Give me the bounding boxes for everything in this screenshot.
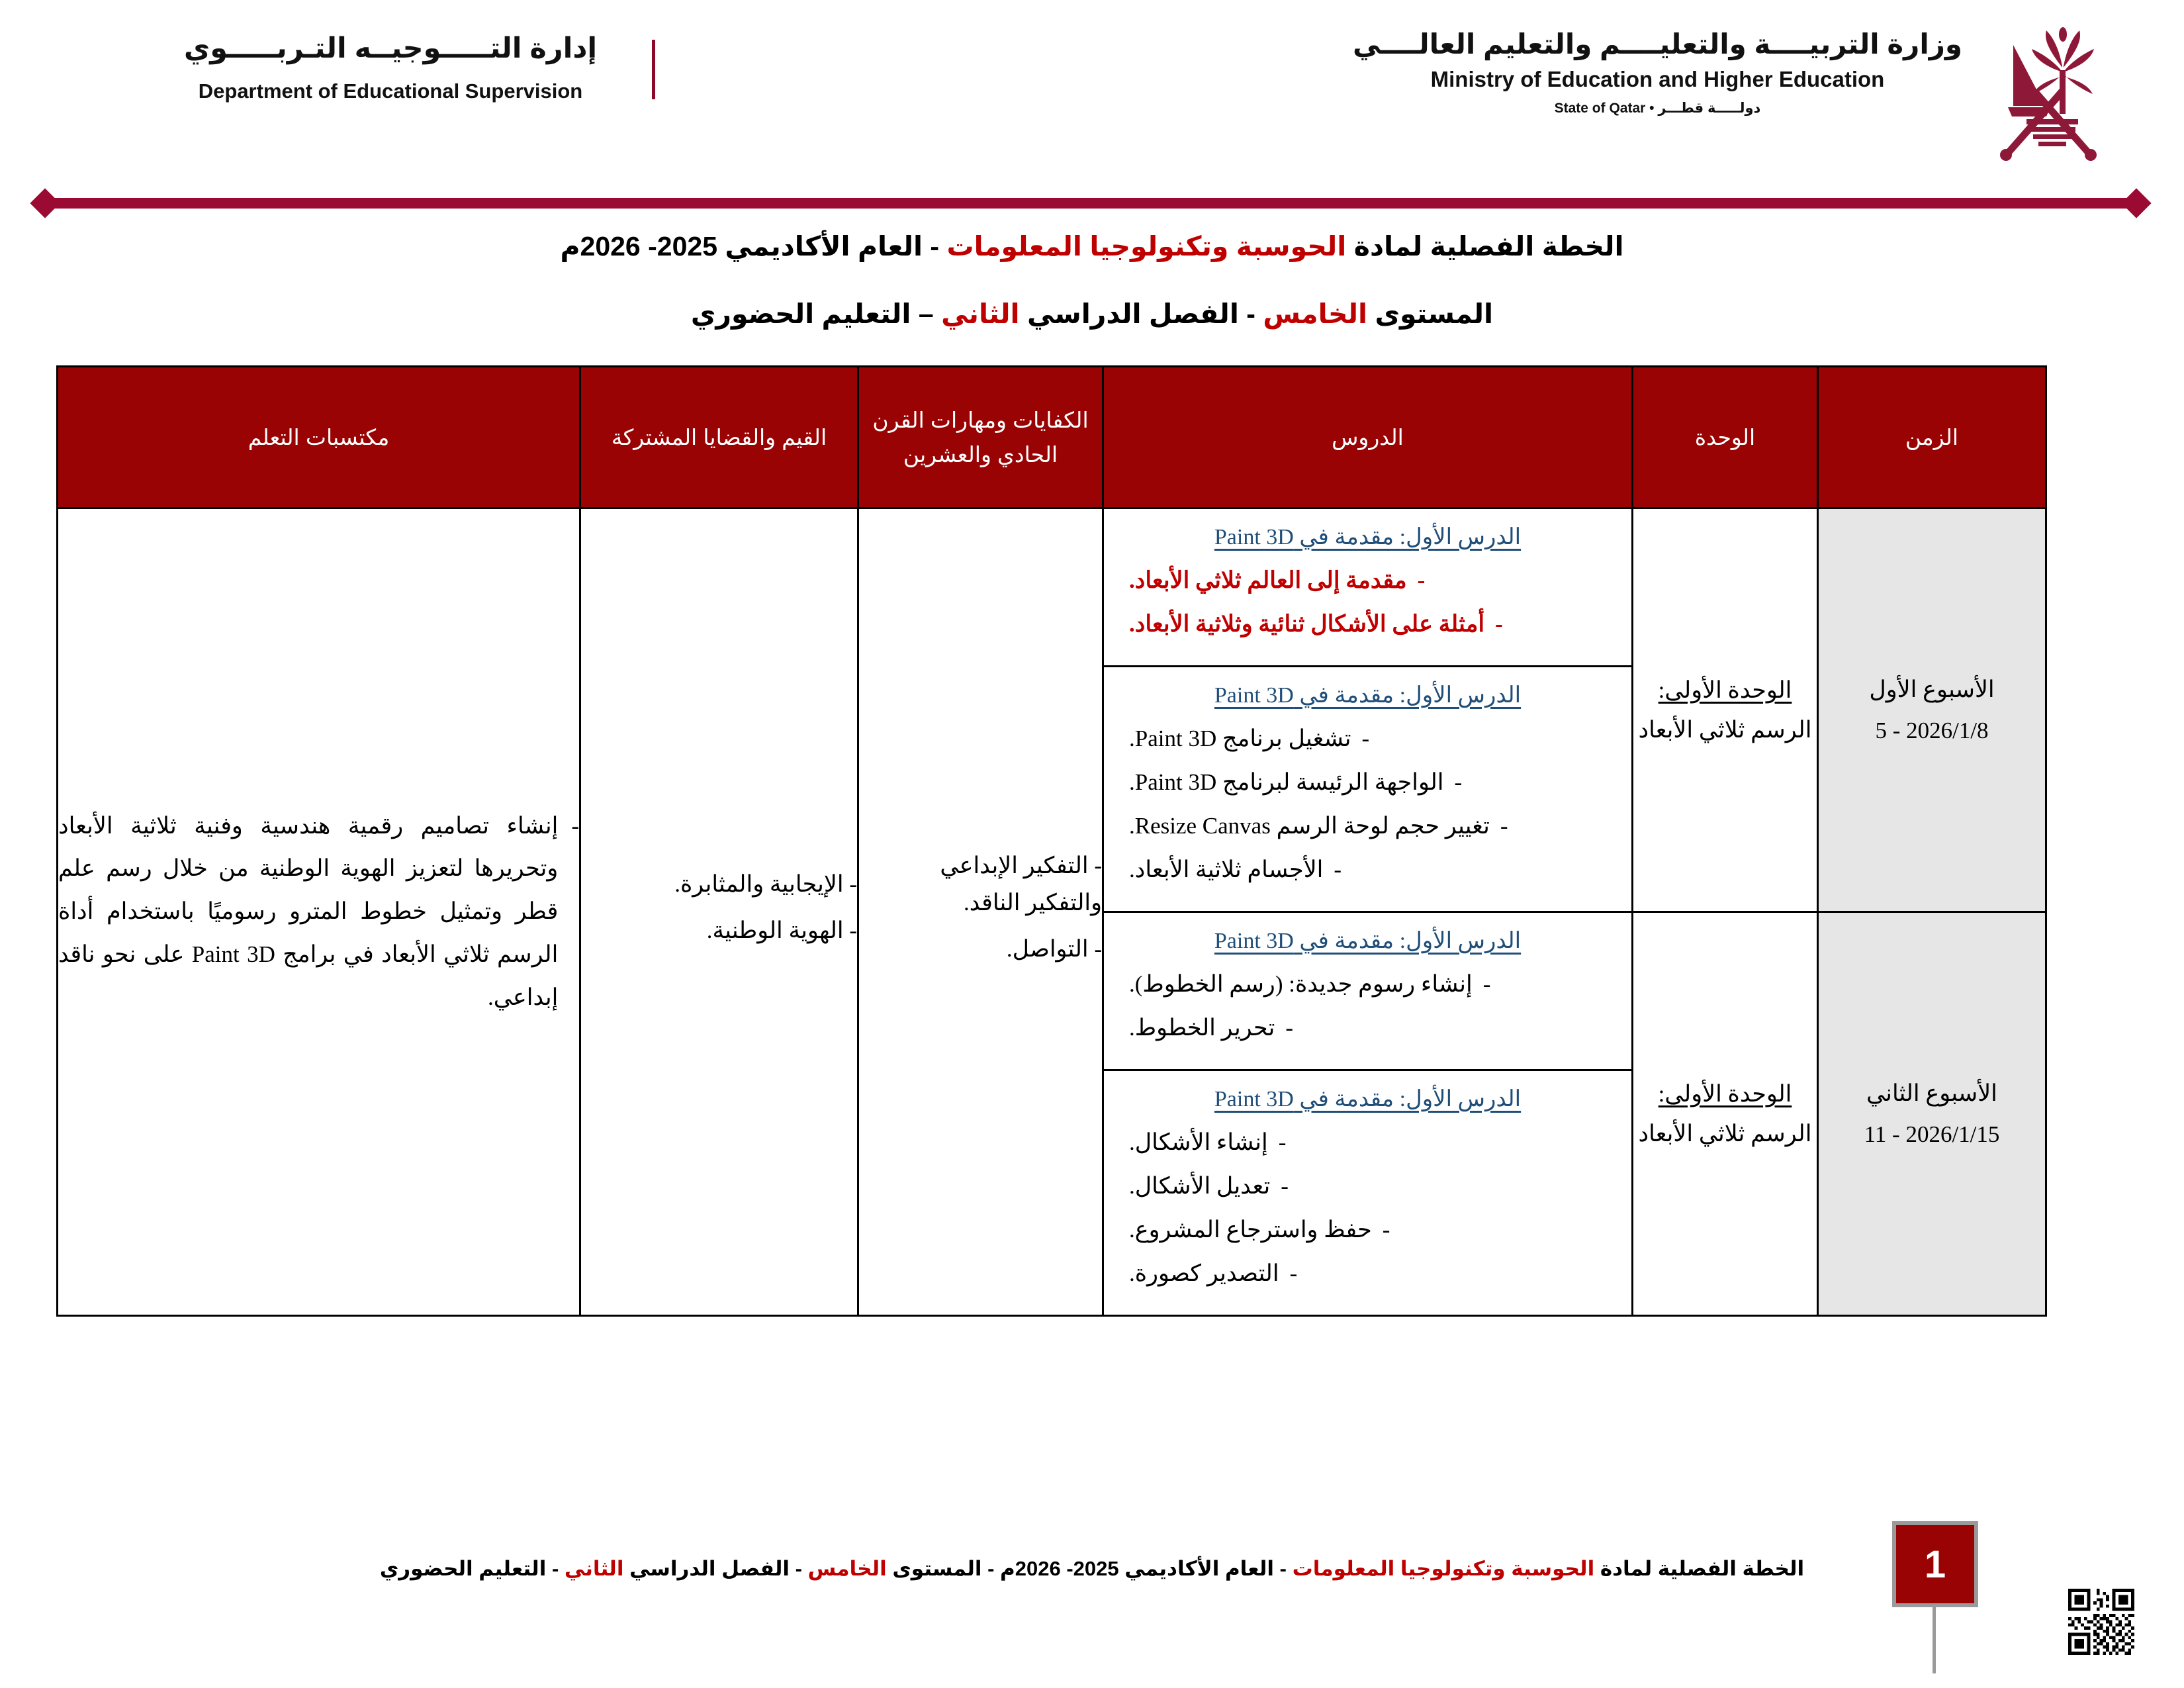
week-label: الأسبوع الثاني xyxy=(1866,1080,1997,1107)
lesson-title xyxy=(1122,682,1613,708)
subtitle-prefix: المستوى xyxy=(1367,299,1494,329)
lesson-item xyxy=(1122,966,1613,1003)
lesson-item-text: الأجسام ثلاثية الأبعاد. xyxy=(1129,857,1324,882)
bullet-dash: - xyxy=(1495,611,1503,637)
ministry-name-english: Ministry of Education and Higher Education xyxy=(1430,67,1885,91)
bullet-dash: - xyxy=(1417,567,1426,593)
lesson-item-text: مقدمة إلى العالم ثلاثي الأبعاد. xyxy=(1129,567,1407,593)
lesson-item xyxy=(1122,1211,1613,1248)
lesson-item-text: أمثلة على الأشكال ثنائية وثلاثية الأبعاد. xyxy=(1129,611,1485,637)
column-header-unit: الوحدة xyxy=(1633,367,1818,508)
column-header-values: القيم والقضايا المشتركة xyxy=(580,367,858,508)
outcome-item xyxy=(58,805,579,1019)
cell-learning-outcomes xyxy=(58,508,580,1316)
cell-unit xyxy=(1633,912,1818,1316)
lesson-block xyxy=(1104,1071,1631,1315)
cell-lessons xyxy=(1103,508,1633,912)
lesson-item xyxy=(1122,720,1613,757)
bullet-dash: - xyxy=(1334,857,1342,882)
page-header xyxy=(0,0,2184,179)
footer-grade: الخامس xyxy=(807,1557,887,1580)
table-header-row xyxy=(58,367,2046,508)
page-title-suffix: - العام الأكاديمي 2025- 2026م xyxy=(560,231,947,261)
week-dates: 5 - 2026/1/8 xyxy=(1875,717,1989,743)
department-name-english: Department of Educational Supervision xyxy=(198,79,583,103)
bullet-dash: - xyxy=(571,812,579,839)
state-of-qatar-label: دولـــــة قطـــر • State of Qatar xyxy=(1554,101,1761,116)
unit-heading: الوحدة الأولى: xyxy=(1658,1081,1792,1107)
page-footer xyxy=(0,1557,2184,1581)
page-title-subject: الحوسبة وتكنولوجيا المعلومات xyxy=(946,231,1347,261)
week-dates: 11 - 2026/1/15 xyxy=(1864,1121,2000,1147)
lesson-title-arabic: الدرس الأول: مقدمة في xyxy=(1293,525,1522,549)
header-divider xyxy=(0,189,2184,215)
lesson-item-text: إنشاء الأشكال. xyxy=(1129,1129,1268,1155)
lesson-item-text: التصدير كصورة. xyxy=(1129,1260,1279,1286)
qr-code[interactable] xyxy=(2068,1589,2134,1655)
lesson-item xyxy=(1122,562,1613,599)
department-name-arabic: إدارة التـــــوجيــه التـربـــــوي xyxy=(183,32,598,64)
divider-diamond-right-icon xyxy=(2121,188,2151,218)
department-block xyxy=(139,32,642,103)
lesson-item xyxy=(1122,764,1613,801)
lesson-block xyxy=(1104,913,1631,1071)
bullet-dash: - xyxy=(1382,1217,1390,1243)
lesson-title-app: Paint 3D xyxy=(1214,683,1294,708)
page-subtitle xyxy=(0,298,2184,330)
lesson-item-text: تحرير الخطوط. xyxy=(1129,1015,1275,1041)
lesson-item-text: تعديل الأشكال. xyxy=(1129,1173,1271,1199)
lesson-item xyxy=(1122,1255,1613,1292)
lesson-item xyxy=(1122,606,1613,643)
semester-plan-table xyxy=(56,365,2047,1317)
column-header-lessons: الدروس xyxy=(1103,367,1633,508)
cell-competencies xyxy=(858,508,1103,1316)
footer-middle-2: - الفصل الدراسي xyxy=(623,1557,808,1580)
ministry-name-arabic: وزارة التربيــــة والتعليــــم والتعليم العالــــي xyxy=(1352,28,1962,60)
lesson-item-text: الواجهة الرئيسة لبرنامج Paint 3D. xyxy=(1129,769,1444,795)
bullet-dash: - xyxy=(1278,1129,1287,1155)
lesson-title-arabic: الدرس الأول: مقدمة في xyxy=(1293,1087,1522,1111)
column-header-outcomes: مكتسبات التعلم xyxy=(58,367,580,508)
cell-time xyxy=(1818,508,2046,912)
subtitle-semester: الثاني xyxy=(941,299,1020,329)
value-item: - الهوية الوطنية. xyxy=(706,917,857,943)
bullet-dash: - xyxy=(1482,971,1491,997)
bullet-dash: - xyxy=(1285,1015,1293,1041)
unit-name: الرسم ثلاثي الأبعاد xyxy=(1638,716,1812,743)
bullet-dash: - xyxy=(1500,813,1508,839)
unit-name: الرسم ثلاثي الأبعاد xyxy=(1638,1120,1812,1147)
competency-item: - التواصل. xyxy=(1006,935,1102,962)
lesson-item xyxy=(1122,1168,1613,1205)
column-header-competencies: الكفايات ومهارات القرن الحادي والعشرين xyxy=(858,367,1103,508)
lesson-title-arabic: الدرس الأول: مقدمة في xyxy=(1293,929,1522,953)
column-header-time: الزمن xyxy=(1818,367,2046,508)
footer-middle-1: - العام الأكاديمي 2025- 2026م - المستوى xyxy=(886,1557,1293,1580)
qatar-emblem-icon xyxy=(1985,20,2111,162)
lesson-block xyxy=(1104,667,1631,911)
footer-semester: الثاني xyxy=(564,1557,624,1580)
lesson-title xyxy=(1122,1086,1613,1112)
page-title xyxy=(0,230,2184,262)
lesson-title-app: Paint 3D xyxy=(1214,525,1294,549)
subtitle-suffix: – التعليم الحضوري xyxy=(690,299,942,329)
divider-diamond-left-icon xyxy=(30,188,60,218)
subtitle-middle: - الفصل الدراسي xyxy=(1019,299,1263,329)
bullet-dash: - xyxy=(1454,769,1463,795)
week-label: الأسبوع الأول xyxy=(1869,677,1995,703)
lesson-item-text: حفظ واسترجاع المشروع. xyxy=(1129,1217,1372,1243)
page-number-badge: 1 xyxy=(1892,1521,1978,1607)
outcome-text: إنشاء تصاميم رقمية هندسية وفنية ثلاثية الأبعاد وتحريرها لتعزيز الهوية الوطنية من خلال رسم علم قطر وتمثيل خطوط المترو رسوميًا باستخدام أداة الرسم ثلاثي الأبعاد في برامج Paint 3D على نحو ناقد إبداعي. xyxy=(58,812,559,1010)
lesson-block xyxy=(1104,509,1631,667)
cell-time xyxy=(1818,912,2046,1316)
lesson-title xyxy=(1122,927,1613,954)
bullet-dash: - xyxy=(1281,1173,1289,1199)
lesson-title xyxy=(1122,524,1613,550)
footer-prefix: الخطة الفصلية لمادة xyxy=(1594,1557,1805,1580)
bullet-dash: - xyxy=(1361,726,1370,751)
footer-suffix: - التعليم الحضوري xyxy=(379,1557,565,1580)
competency-item: - التفكير الإبداعي والتفكير الناقد. xyxy=(940,852,1102,915)
lesson-item xyxy=(1122,808,1613,845)
lesson-item xyxy=(1122,851,1613,888)
unit-heading: الوحدة الأولى: xyxy=(1658,677,1792,703)
lesson-title-app: Paint 3D xyxy=(1214,1087,1294,1111)
divider-bar xyxy=(46,198,2138,209)
lesson-item xyxy=(1122,1009,1613,1047)
ministry-block xyxy=(1353,28,1962,117)
lesson-item-text: تغيير حجم لوحة الرسم Resize Canvas. xyxy=(1129,813,1490,839)
bullet-dash: - xyxy=(1289,1260,1298,1286)
cell-lessons xyxy=(1103,912,1633,1316)
table-body xyxy=(58,508,2046,1316)
header-vertical-rule xyxy=(652,40,655,99)
lesson-title-arabic: الدرس الأول: مقدمة في xyxy=(1293,683,1522,708)
value-item: - الإيجابية والمثابرة. xyxy=(674,870,857,897)
cell-unit xyxy=(1633,508,1818,912)
cell-values xyxy=(580,508,858,1316)
lesson-item-text: تشغيل برنامج Paint 3D. xyxy=(1129,726,1351,751)
page-title-prefix: الخطة الفصلية لمادة xyxy=(1346,231,1624,261)
lesson-item-text: إنشاء رسوم جديدة: (رسم الخطوط). xyxy=(1129,971,1473,997)
footer-subject: الحوسبة وتكنولوجيا المعلومات xyxy=(1292,1557,1595,1580)
table-row xyxy=(58,508,2046,912)
page-badge-stem xyxy=(1933,1607,1936,1673)
lesson-title-app: Paint 3D xyxy=(1214,929,1294,953)
lesson-item xyxy=(1122,1124,1613,1161)
subtitle-grade: الخامس xyxy=(1263,299,1368,329)
